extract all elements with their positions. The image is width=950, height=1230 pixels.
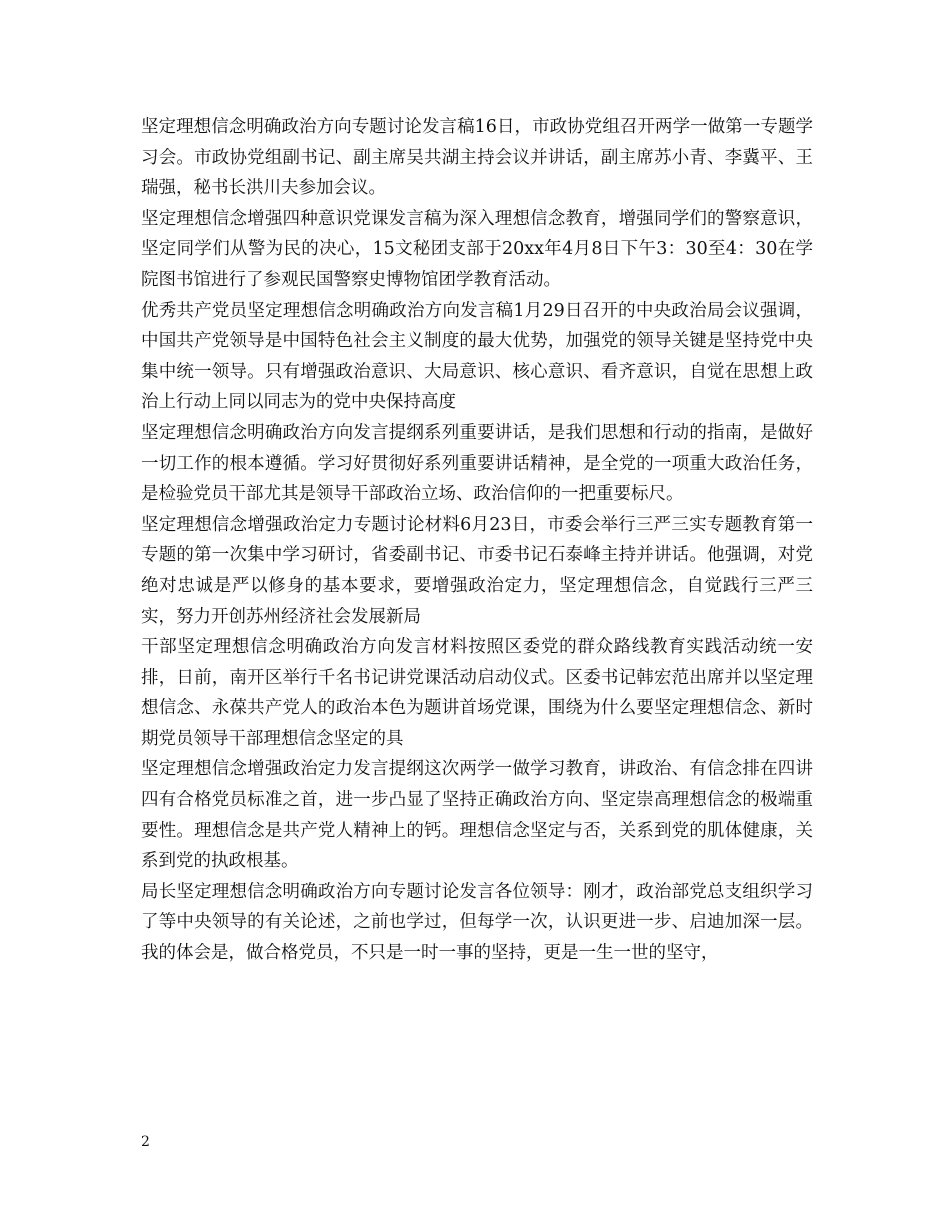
page-number: 2 — [141, 1134, 150, 1150]
paragraph-3: 优秀共产党员坚定理想信念明确政治方向发言稿1月29日召开的中央政治局会议强调，中国共产党领导是中国特色社会主义制度的最大优势，加强党的领导关键是坚持党中央集中统一领导。只有增强政治意识、大局意识、核心意识、看齐意识，自觉在思想上政治上行动上同以同志为的党中央保持高度 — [141, 300, 813, 413]
paragraph-8: 局长坚定理想信念明确政治方向专题讨论发言各位领导：刚才，政治部党总支组织学习了等中央领导的有关论述，之前也学过，但每学一次，认识更进一步、启迪加深一层。我的体会是，做合格党员，不只是一时一事的坚持，更是一生一世的坚守， — [141, 881, 813, 964]
paragraph-4: 坚定理想信念明确政治方向发言提纲系列重要讲话，是我们思想和行动的指南，是做好一切工作的根本遵循。学习好贯彻好系列重要讲话精神，是全党的一项重大政治任务，是检验党员干部尤其是领导干部政治立场、政治信仰的一把重要标尺。 — [141, 422, 813, 505]
document-body — [141, 112, 813, 969]
paragraph-2: 坚定理想信念增强四种意识党课发言稿为深入理想信念教育，增强同学们的警察意识，坚定同学们从警为民的决心，15文秘团支部于20xx年4月8日下午3：30至4：30在学院图书馆进行了参观民国警察史博物馆团学教育活动。 — [141, 208, 813, 290]
paragraph-6: 干部坚定理想信念明确政治方向发言材料按照区委党的群众路线教育实践活动统一安排，日前，南开区举行千名书记讲党课活动启动仪式。区委书记韩宏范出席并以坚定理想信念、永葆共产党人的政治本色为题讲首场党课，围绕为什么要坚定理想信念、新时期党员领导干部理想信念坚定的具 — [141, 637, 813, 749]
paragraph-1: 坚定理想信念明确政治方向专题讨论发言稿16日，市政协党组召开两学一做第一专题学习会。市政协党组副书记、副主席吴共湖主持会议并讲话，副主席苏小青、李冀平、王瑞强，秘书长洪川夫参加会议。 — [141, 117, 813, 199]
paragraph-5: 坚定理想信念增强政治定力专题讨论材料6月23日，市委会举行三严三实专题教育第一专题的第一次集中学习研讨，省委副书记、市委书记石泰峰主持并讲话。他强调，对党绝对忠诚是严以修身的基本要求，要增强政治定力，坚定理想信念，自觉践行三严三实，努力开创苏州经济社会发展新局 — [141, 514, 813, 627]
paragraph-7: 坚定理想信念增强政治定力发言提纲这次两学一做学习教育，讲政治、有信念排在四讲四有合格党员标准之首，进一步凸显了坚持正确政治方向、坚定崇高理想信念的极端重要性。理想信念是共产党人精神上的钙。理想信念坚定与否，关系到党的肌体健康，关系到党的执政根基。 — [141, 759, 813, 872]
